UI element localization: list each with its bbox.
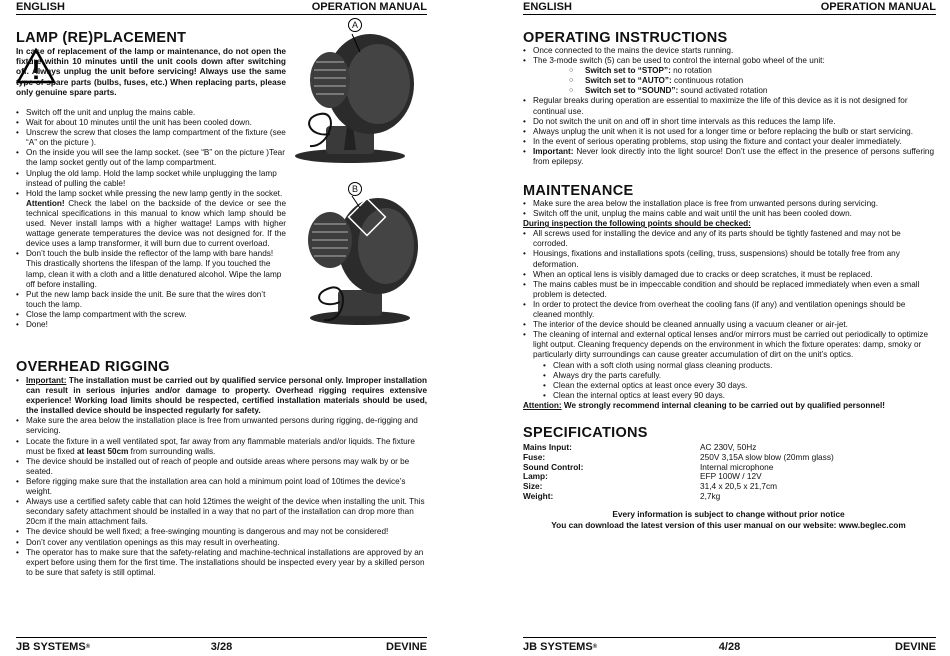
lamp-steps bbox=[16, 108, 286, 330]
notice-download: You can download the latest version of this user manual on our website: www.beglec.com bbox=[551, 519, 906, 530]
spec-row bbox=[523, 481, 934, 491]
operating-item-5: • Always unplug the unit when it is not used for a longer time or before replacing the bulb or start servicing. bbox=[533, 127, 934, 137]
cleaning-item-2: • Always dry the parts carefully. bbox=[553, 371, 934, 381]
rigging-content bbox=[16, 376, 427, 578]
brand-name: JB SYSTEMS bbox=[16, 641, 86, 653]
lamp-step-7: • Don’t touch the bulb inside the reflector of the lamp with bare hands! This drastically shortens the lifespan of the lamp. If you touched the lamp, clean it with a cloth and a little denatured alcohol. Wipe the lamp off before installing. bbox=[26, 249, 286, 289]
maintenance-attention-text: We strongly recommend internal cleaning to be carried out by qualified personnel! bbox=[561, 400, 885, 410]
lamp-step-3: • Unscrew the screw that closes the lamp compartment of the fixture (see “A” on the picture ). bbox=[26, 128, 286, 148]
lamp-step-4: • On the inside you will see the lamp socket. (see “B” on the picture )Tear the lamp socket gently out of the lamp compartment. bbox=[26, 148, 286, 168]
lamp-step-5: • Unplug the old lamp. Hold the lamp socket while unplugging the lamp instead of pulling the cable! bbox=[26, 169, 286, 189]
spec-key: Mains Input: bbox=[523, 442, 572, 452]
operating-item-2: • The 3-mode switch (5) can be used to control the internal gobo wheel of the unit: bbox=[533, 56, 934, 66]
operating-important-label: Important: bbox=[533, 146, 574, 156]
cleaning-item-3: • Clean the external optics at least once every 30 days. bbox=[553, 381, 934, 391]
operating-important-text: Never look directly into the light source! Don’t use the effect in the presence of persons suffering from epilepsy. bbox=[533, 146, 934, 167]
rigging-fixed-bold: at least 50cm bbox=[76, 446, 129, 456]
mode-sound bbox=[585, 86, 934, 96]
mode-auto-text: continuous rotation bbox=[671, 76, 744, 86]
operating-title: OPERATING INSTRUCTIONS bbox=[523, 30, 728, 46]
rigging-item-2 bbox=[26, 437, 427, 457]
inspection-item-1: • All screws used for installing the device and any of its parts should be tightly fastened and may not be corroded. bbox=[533, 229, 934, 249]
lamp-step-1: • Switch off the unit and unplug the mains cable. bbox=[26, 108, 286, 118]
lamp-step-9: • Close the lamp compartment with the screw. bbox=[26, 310, 286, 320]
footer-model: DEVINE bbox=[895, 641, 936, 653]
notice bbox=[523, 509, 934, 530]
maintenance-item-2: • Switch off the unit, unplug the mains cable and wait until the unit has been cooled down. bbox=[533, 209, 934, 219]
specifications-table bbox=[523, 442, 934, 501]
lamp-attention-text: Check the label on the backside of the device or see the technical specifications in this manual to know which lamp should be used. Never install lamps with a higher wattage! Lamps with higher wattage generate temperatures the device was not designed for. If the device uses a lamp transformer, it will burn due to current overload. bbox=[26, 198, 286, 249]
device-photo-b bbox=[290, 184, 430, 334]
rigging-item-5: • Always use a certified safety cable that can hold 12times the weight of the device when installing the unit. This secondary safety attachment should be installed in a way that no part of the installation can drop more than 20cm if the main attachment fails. bbox=[26, 497, 427, 527]
inspection-item-2: • Housings, fixations and installations spots (ceiling, truss, suspensions) should be totally free from any deformation. bbox=[533, 249, 934, 269]
inspection-item-5: • In order to protect the device from overheat the cooling fans (if any) and ventilation openings should be cleaned monthly. bbox=[533, 300, 934, 320]
spec-row bbox=[523, 471, 934, 481]
header-title: OPERATION MANUAL bbox=[820, 1, 936, 13]
inspection-heading: During inspection the following points should be checked: bbox=[523, 219, 751, 229]
registered-mark: ® bbox=[85, 644, 91, 650]
rigging-fixed-post: from surrounding walls. bbox=[128, 446, 216, 456]
brand-name: JB SYSTEMS bbox=[523, 641, 593, 653]
specifications-title: SPECIFICATIONS bbox=[523, 425, 648, 441]
header-language: ENGLISH bbox=[523, 1, 572, 13]
spec-value: 2,7kg bbox=[700, 490, 721, 501]
rigging-fixed-pre: Locate the fixture in a well ventilated spot, far away from any flammable materials and/or liquids. The fixture must be fixed bbox=[26, 436, 415, 456]
operating-item-1: • Once connected to the mains the device starts running. bbox=[533, 46, 934, 56]
inspection-item-4: • The mains cables must be in impeccable condition and should be replaced immediately when even a small problem is detected. bbox=[533, 280, 934, 300]
spec-row bbox=[523, 442, 934, 452]
spec-key: Size: bbox=[523, 481, 543, 492]
header-title: OPERATION MANUAL bbox=[311, 1, 427, 13]
rigging-important-text: The installation must be carried out by qualified service personal only. Improper installation can result in serious injuries and/or damage to property. Overhead rigging requires extensive experience! Working load limits should be respected, certified installation materials should be used, the installed device should be inspected regularly for safety. bbox=[26, 376, 427, 416]
notice-change: Every information is subject to change without prior notice bbox=[612, 509, 845, 519]
spec-value: AC 230V, 50Hz bbox=[700, 442, 757, 452]
inspection-item-7: • The cleaning of internal and external optical lenses and/or mirrors must be carried out periodically to optimize light output. Cleaning frequency depends on the environment in which the fixture operates: damp, smoky or particularly dirty surroundings can cause greater accumulation of dirt on the unit’s optics. bbox=[533, 330, 934, 360]
lamp-attention bbox=[16, 199, 286, 249]
rigging-item-4: • Before rigging make sure that the installation area can hold a minimum point load of 10times the device’s weight. bbox=[26, 477, 427, 497]
operating-item-6: • In the event of serious operating problems, stop using the fixture and contact your dealer immediately. bbox=[533, 137, 934, 147]
lamp-step-6: • Hold the lamp socket while pressing the new lamp gently in the socket. bbox=[26, 189, 286, 199]
mode-sound-text: sound activated rotation bbox=[678, 86, 768, 96]
cleaning-item-4: • Clean the internal optics at least every 90 days. bbox=[553, 391, 934, 401]
rigging-item-3: • The device should be installed out of reach of people and outside areas where persons may walk by or be seated. bbox=[26, 457, 427, 477]
maintenance-attention-label: Attention: bbox=[523, 400, 562, 410]
lamp-attention-label: Attention! bbox=[26, 198, 65, 208]
inspection-item-3: • When an optical lens is visibly damaged due to cracks or deep scratches, it must be replaced. bbox=[533, 270, 934, 280]
rigging-important-label: Important: bbox=[26, 376, 67, 385]
callout-a: A bbox=[348, 18, 362, 32]
page-footer bbox=[16, 637, 427, 654]
maintenance-item-1: • Make sure the area below the installation place is free from unwanted persons during servicing. bbox=[533, 199, 934, 209]
device-photo-a bbox=[290, 18, 430, 168]
registered-mark: ® bbox=[592, 644, 598, 650]
page-footer bbox=[523, 637, 936, 654]
page-number: 3/28 bbox=[210, 641, 233, 653]
rigging-item-1: • Make sure the area below the installation place is free from unwanted persons during rigging, de-rigging and servicing. bbox=[26, 416, 427, 436]
lamp-warning: In case of replacement of the lamp or maintenance, do not open the fixture within 10 minutes until the unit cools down after switching off. Always unplug the unit before servicing! Always use the same type of spare parts (bulbs, fuses, etc.) When replacing parts, please only genuine spare parts. bbox=[16, 46, 286, 97]
maintenance-title: MAINTENANCE bbox=[523, 183, 634, 199]
spec-key: Lamp: bbox=[523, 471, 548, 482]
spec-key: Fuse: bbox=[523, 451, 546, 462]
operating-item-4: • Do not switch the unit on and off in short time intervals as this reduces the lamp life. bbox=[533, 117, 934, 127]
inspection-item-6: • The interior of the device should be cleaned annually using a vacuum cleaner or air-jet. bbox=[533, 320, 934, 330]
mode-stop-label: Switch set to “STOP”: bbox=[585, 66, 671, 76]
lamp-step-2: • Wait for about 10 minutes until the unit has been cooled down. bbox=[26, 118, 286, 128]
operating-content bbox=[523, 46, 934, 167]
page-number: 4/28 bbox=[718, 641, 741, 653]
mode-stop bbox=[585, 66, 934, 76]
operating-item-3: • Regular breaks during operation are essential to maximize the life of this device as it is not designed for continual use. bbox=[533, 96, 934, 116]
page-header bbox=[16, 0, 427, 15]
operating-important bbox=[533, 147, 934, 167]
rigging-item-8: • The operator has to make sure that the safety-relating and machine-technical installations are approved by an expert before using them for the first time. The installations should be inspected every year by a skilled person to be sure that safety is still optimal. bbox=[26, 548, 427, 578]
mode-stop-text: no rotation bbox=[670, 66, 712, 76]
header-language: ENGLISH bbox=[16, 1, 65, 13]
mode-auto bbox=[585, 76, 934, 86]
spec-value: 31,4 x 20,5 x 21,7cm bbox=[700, 481, 778, 492]
right-page bbox=[523, 0, 936, 654]
mode-auto-label: Switch set to “AUTO”: bbox=[585, 76, 672, 86]
rigging-title: OVERHEAD RIGGING bbox=[16, 359, 170, 375]
page-header bbox=[523, 0, 936, 15]
spec-row bbox=[523, 452, 934, 462]
rigging-item-7: • Don’t cover any ventilation openings as this may result in overheating. bbox=[26, 538, 427, 548]
maintenance-content bbox=[523, 199, 934, 411]
maintenance-attention bbox=[523, 401, 934, 411]
spec-key: Weight: bbox=[523, 490, 554, 501]
left-page bbox=[16, 0, 427, 654]
spec-row bbox=[523, 491, 934, 501]
callout-b: B bbox=[348, 182, 362, 196]
lamp-step-10: • Done! bbox=[26, 320, 286, 330]
spec-key: Sound Control: bbox=[523, 461, 584, 472]
spec-value: Internal microphone bbox=[700, 461, 774, 472]
lamp-step-8: • Put the new lamp back inside the unit. Be sure that the wires don’t touch the lamp. bbox=[26, 290, 286, 310]
rigging-important bbox=[26, 376, 427, 416]
cleaning-item-1: • Clean with a soft cloth using normal glass cleaning products. bbox=[553, 361, 934, 371]
spec-value: 250V 3,15A slow blow (20mm glass) bbox=[700, 451, 834, 462]
rigging-item-6: • The device should be well fixed; a free-swinging mounting is dangerous and may not be considered! bbox=[26, 527, 427, 537]
mode-sound-label: Switch set to “SOUND”: bbox=[585, 86, 679, 96]
spec-value: EFP 100W / 12V bbox=[700, 471, 762, 482]
lamp-replacement-title: LAMP (RE)PLACEMENT bbox=[16, 30, 187, 46]
spec-row bbox=[523, 462, 934, 472]
footer-model: DEVINE bbox=[386, 641, 427, 653]
